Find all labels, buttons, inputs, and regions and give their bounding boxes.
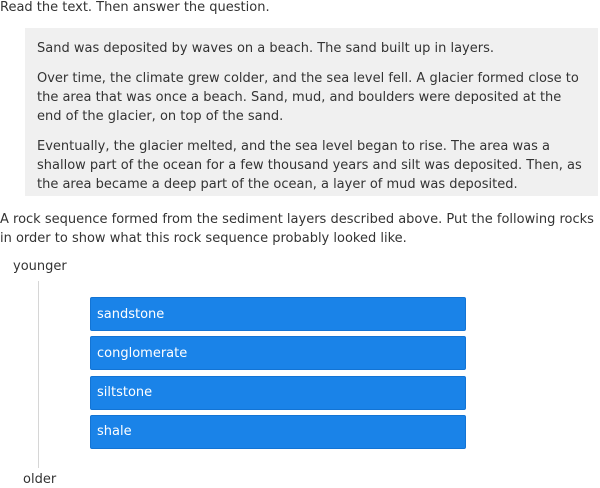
rock-order-list bbox=[90, 297, 466, 454]
order-axis-line bbox=[38, 281, 39, 468]
question-text: A rock sequence formed from the sediment layers described above. Put the following rocks in order to show what this rock sequence probably looked like. bbox=[0, 212, 594, 246]
rock-tile-label: siltstone bbox=[97, 385, 153, 401]
rock-tile-siltstone[interactable] bbox=[90, 376, 466, 410]
older-label: older bbox=[23, 472, 57, 487]
rock-tile-label: conglomerate bbox=[97, 345, 188, 361]
younger-label: younger bbox=[13, 259, 67, 274]
passage-paragraph-1: Sand was deposited by waves on a beach. The sand built up in layers. bbox=[37, 41, 494, 56]
passage-paragraph-2: Over time, the climate grew colder, and the sea level fell. A glacier formed close to the area that was once a beach. Sand, mud, and boulders were deposited at the end of the glacier, on top of the sand. bbox=[37, 71, 579, 124]
rock-tile-conglomerate[interactable] bbox=[90, 336, 466, 370]
passage-paragraph-3: Eventually, the glacier melted, and the sea level began to rise. The area was a shallow part of the ocean for a few thousand years and silt was deposited. Then, as the area became a deep part of the ocean, a layer of mud was deposited. bbox=[37, 139, 582, 192]
rock-tile-label: sandstone bbox=[97, 306, 165, 322]
rock-tile-label: shale bbox=[97, 424, 132, 440]
rock-tile-shale[interactable] bbox=[90, 415, 466, 449]
rock-tile-sandstone[interactable] bbox=[90, 297, 466, 331]
instruction-text: Read the text. Then answer the question. bbox=[0, 0, 270, 15]
reading-passage bbox=[25, 28, 598, 196]
